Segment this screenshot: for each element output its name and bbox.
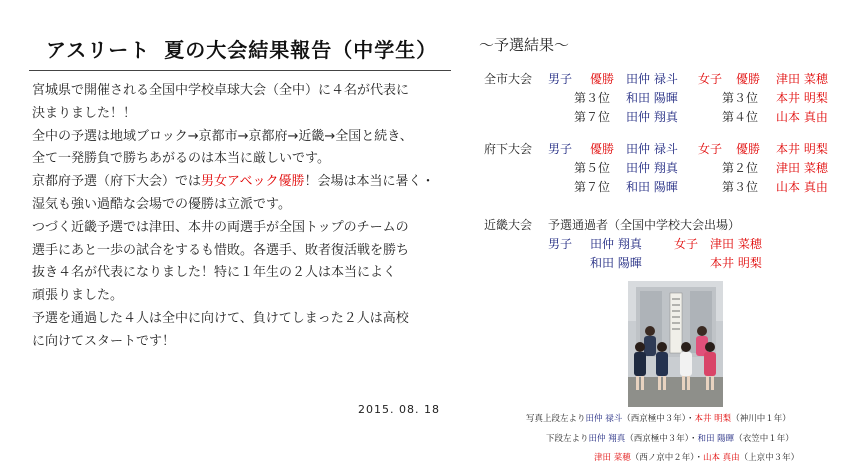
results-row — [484, 216, 844, 234]
boy-name: 田仲 禄斗 — [626, 142, 678, 156]
article-line: 全中の予選は地域ブロック→京都市→京都府→近畿→全国と続き、 — [32, 128, 413, 144]
article-line: 選手にあと一歩の試合をするも惜敗。各選手、敗者復活戦を勝ち — [32, 242, 410, 258]
girl-rank: 第２位 — [722, 161, 759, 175]
boy-rank: 優勝 — [590, 142, 615, 156]
results-row — [484, 140, 844, 158]
article-line: 宮城県で開催される全国中学校卓球大会（全中）に４名が代表に — [32, 83, 410, 98]
girls-label: 女子 — [698, 142, 723, 156]
caption-girl-name: 山本 真由 — [702, 453, 740, 463]
girl-name: 本井 明梨 — [710, 256, 762, 270]
boys-label: 男子 — [548, 142, 573, 156]
article-line: に向けてスタートです！ — [32, 333, 176, 349]
results-row — [484, 108, 844, 126]
title-brand: アスリート — [46, 38, 151, 62]
article-line: 決まりました！！ — [32, 105, 137, 121]
boy-name: 和田 陽暉 — [626, 180, 678, 194]
caption-boy-name: 和田 陽暉 — [697, 434, 735, 444]
article-line: 湿気も強い過酷な会場での優勝は立派です。 — [32, 196, 291, 212]
caption-text: （西ノ京中２年）・ — [630, 453, 703, 463]
qualifier-note: 予選通過者（全国中学校大会出場） — [548, 218, 741, 232]
results-row — [484, 159, 844, 177]
tournament-label: 近畿大会 — [484, 218, 533, 232]
girl-rank: 優勝 — [736, 142, 761, 156]
article-line — [32, 171, 462, 194]
boy-rank: 第７位 — [574, 180, 611, 194]
article-line: 予選を通過した４人は全中に向けて、負けてしまった２人は高校 — [32, 310, 409, 326]
girl-rank: 第４位 — [722, 110, 759, 124]
photo-caption — [546, 432, 794, 444]
caption-text: 写真上段左より — [526, 414, 586, 424]
article-text: ！会場は本当に暑く・ — [304, 174, 435, 190]
article-line: 頑張りました。 — [32, 288, 124, 304]
highlight-text: 男女アベック優勝 — [201, 174, 305, 190]
results-row — [484, 89, 844, 107]
caption-text: （西京極中３年）・ — [622, 414, 695, 424]
article-body — [32, 80, 462, 354]
caption-text: （上京中３年） — [739, 453, 800, 463]
girls-label: 女子 — [674, 237, 699, 251]
results-title: 〜予選結果〜 — [479, 36, 570, 54]
post-date: 2015. 08. 18 — [358, 403, 440, 416]
tournament-label: 府下大会 — [484, 142, 533, 156]
girl-name: 本井 明梨 — [776, 91, 828, 105]
girl-rank: 第３位 — [722, 180, 759, 194]
title-underline — [29, 70, 451, 71]
caption-text: （神川中１年） — [731, 414, 791, 424]
girl-name: 津田 菜穂 — [776, 161, 828, 175]
boy-rank: 第７位 — [574, 110, 611, 124]
boy-rank: 第５位 — [574, 161, 611, 175]
caption-text: （衣笠中１年） — [734, 434, 794, 444]
photo-caption — [526, 412, 791, 424]
boy-name: 田仲 禄斗 — [626, 72, 678, 86]
title-heading: 夏の大会結果報告（中学生） — [164, 38, 438, 62]
caption-boy-name: 田仲 翔真 — [588, 434, 626, 444]
caption-girl-name: 本井 明梨 — [694, 414, 732, 424]
boy-name: 和田 陽暉 — [626, 91, 678, 105]
girl-rank: 第３位 — [722, 91, 759, 105]
boys-label: 男子 — [548, 237, 573, 251]
results-row — [484, 178, 844, 196]
results-row — [484, 235, 844, 253]
girl-rank: 優勝 — [736, 72, 761, 86]
article-line: 全て一発勝負で勝ちあがるのは本当に厳しいです。 — [32, 151, 330, 167]
caption-text: 下段左より — [546, 434, 589, 444]
boy-rank: 第３位 — [574, 91, 611, 105]
girls-label: 女子 — [698, 72, 723, 86]
boy-name: 和田 陽暉 — [590, 256, 642, 270]
girl-name: 本井 明梨 — [776, 142, 828, 156]
article-line: 抜き４名が代表になりました！特に１年生の２人は本当によく — [32, 265, 397, 281]
boys-label: 男子 — [548, 72, 573, 86]
boy-name: 田仲 翔真 — [590, 237, 642, 251]
caption-boy-name: 田仲 禄斗 — [585, 414, 623, 424]
team-photo — [628, 281, 723, 407]
caption-girl-name: 津田 菜穂 — [594, 453, 631, 463]
article-text: 京都府予選（府下大会）では — [32, 174, 202, 190]
girl-name: 津田 菜穂 — [776, 72, 828, 86]
boy-rank: 優勝 — [590, 72, 615, 86]
girl-name: 津田 菜穂 — [710, 237, 762, 251]
boy-name: 田仲 翔真 — [626, 161, 678, 175]
girl-name: 山本 真由 — [776, 110, 828, 124]
photo-caption — [594, 451, 799, 463]
article-line: つづく近畿予選では津田、本井の両選手が全国トップのチームの — [32, 219, 409, 235]
tournament-label: 全市大会 — [484, 72, 533, 86]
article-title — [46, 34, 446, 63]
boy-name: 田仲 翔真 — [626, 110, 678, 124]
results-row — [484, 70, 844, 88]
caption-text: （西京極中３年）・ — [625, 434, 698, 444]
girl-name: 山本 真由 — [776, 180, 828, 194]
results-row — [484, 254, 844, 272]
